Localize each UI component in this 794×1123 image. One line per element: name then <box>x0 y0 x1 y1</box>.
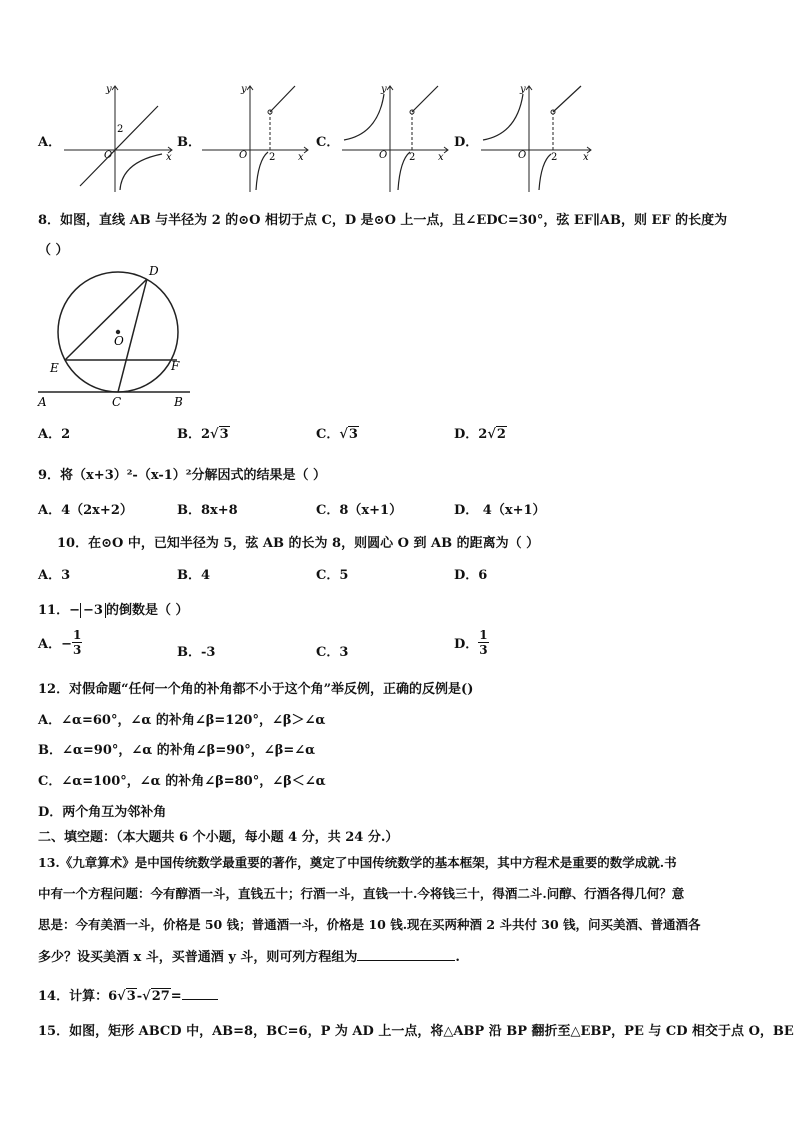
svg-text:y: y <box>241 84 247 95</box>
svg-text:O: O <box>518 150 527 161</box>
q14-answer-blank[interactable] <box>182 987 218 1000</box>
svg-text:y: y <box>381 84 387 95</box>
q9-text: 9．将（x+3）²-（x-1）²分解因式的结果是（ ） <box>38 468 327 483</box>
q7-option-a-graph <box>62 82 175 194</box>
q12-option-c: C．∠α=100°，∠α 的补角∠β=80°，∠β＜∠α <box>38 774 326 789</box>
q11-option-c: C．3 <box>316 645 349 660</box>
q12-option-d: D．两个角互为邻补角 <box>38 805 167 820</box>
q7-option-c-graph <box>340 82 452 194</box>
q9-option-c: C．8（x+1） <box>316 503 403 518</box>
q9-option-d: D． 4（x+1） <box>454 503 546 518</box>
svg-text:F: F <box>171 359 180 373</box>
svg-text:x: x <box>298 152 304 163</box>
q8-text: 8．如图，直线 AB 与半径为 2 的⊙O 相切于点 C，D 是⊙O 上一点，且∠EDC=30°，弦 EF∥AB，则 EF 的长度为 <box>38 213 728 228</box>
svg-text:A: A <box>38 395 47 409</box>
svg-text:C: C <box>112 395 122 409</box>
q8-paren: （ ） <box>38 243 69 258</box>
svg-text:2: 2 <box>269 152 276 163</box>
q10-option-b: B．4 <box>177 568 211 583</box>
q12-text: 12．对假命题“任何一个角的补角都不小于这个角”举反例，正确的反例是() <box>38 682 474 697</box>
q13-line-4: 多少？设买美酒 x 斗，买普通酒 y 斗，则可列方程组为 . <box>38 950 460 965</box>
q10-option-d: D．6 <box>454 568 488 583</box>
svg-text:E: E <box>50 361 59 375</box>
svg-text:O: O <box>379 150 388 161</box>
q11-option-b: B．-3 <box>177 645 216 660</box>
q7-option-b-label: B． <box>177 135 201 150</box>
q8-option-b: B．2√3 <box>177 427 229 442</box>
q7-option-d-label: D． <box>454 135 479 150</box>
q8-option-c: C．√3 <box>316 427 358 442</box>
svg-text:D: D <box>149 264 159 278</box>
q7-option-c-label: C． <box>316 135 340 150</box>
q12-option-a: A．∠α=60°，∠α 的补角∠β=120°，∠β＞∠α <box>38 713 326 728</box>
svg-text:x: x <box>438 152 444 163</box>
q10-option-c: C．5 <box>316 568 349 583</box>
x-axis-label: x <box>166 152 172 163</box>
q14-text: 14．计算：6√3-√27= <box>38 985 218 1004</box>
q13-line-3: 思是：今有美酒一斗，价格是 50 钱；普通酒一斗，价格是 10 钱.现在买两种酒 2 斗共付 30 钱，问买美酒、普通酒各 <box>38 917 701 932</box>
q11-option-d: D． $\frac{1}{3}$ <box>454 628 488 657</box>
q15-text: 15．如图，矩形 ABCD 中，AB=8，BC=6，P 为 AD 上一点，将△ABP 沿 BP 翻折至△EBP，PE 与 CD 相交于点 O，BE <box>38 1024 794 1039</box>
q10-option-a: A．3 <box>38 568 71 583</box>
q8-option-a: A．2 <box>38 427 71 442</box>
q7-option-a-label: A． <box>38 135 62 150</box>
q11-abs-value: −3 <box>80 603 106 618</box>
q8-circle-figure <box>34 262 194 410</box>
intercept-label: 2 <box>117 124 124 135</box>
q13-line-2: 中有一个方程问题：今有醇酒一斗，直钱五十；行酒一斗，直钱一十.今将钱三十，得酒二斗.问醇、行酒各得几何？意 <box>38 886 685 901</box>
q9-option-a: A．4（2x+2） <box>38 503 133 518</box>
svg-text:y: y <box>520 84 526 95</box>
origin-label: O <box>104 150 113 161</box>
svg-text:O: O <box>239 150 248 161</box>
q13-line-1: 13.《九章算术》是中国传统数学最重要的著作，奠定了中国传统数学的基本框架，其中方程术是重要的数学成就.书 <box>38 855 677 870</box>
q7-option-d-graph <box>479 82 595 194</box>
section-2-heading: 二、填空题：（本大题共 6 个小题，每小题 4 分，共 24 分.） <box>38 830 399 845</box>
svg-text:O: O <box>114 334 124 348</box>
q8-option-d: D．2√2 <box>454 427 506 442</box>
svg-text:2: 2 <box>409 152 416 163</box>
q12-option-b: B．∠α=90°，∠α 的补角∠β=90°，∠β=∠α <box>38 743 316 758</box>
q10-text: 10．在⊙O 中，已知半径为 5，弦 AB 的长为 8，则圆心 O 到 AB 的距离为（ ） <box>57 536 540 551</box>
y-axis-label: y <box>106 84 112 95</box>
q13-answer-blank[interactable] <box>357 948 455 961</box>
svg-text:B: B <box>174 395 183 409</box>
q7-option-b-graph <box>200 82 312 194</box>
q11-option-a: A．− $\frac{1}{3}$ <box>38 628 82 657</box>
svg-text:2: 2 <box>551 152 558 163</box>
q9-option-b: B．8x+8 <box>177 503 238 518</box>
q11-text: 11．− −3 的倒数是（ ） <box>38 603 189 618</box>
svg-text:x: x <box>583 152 589 163</box>
